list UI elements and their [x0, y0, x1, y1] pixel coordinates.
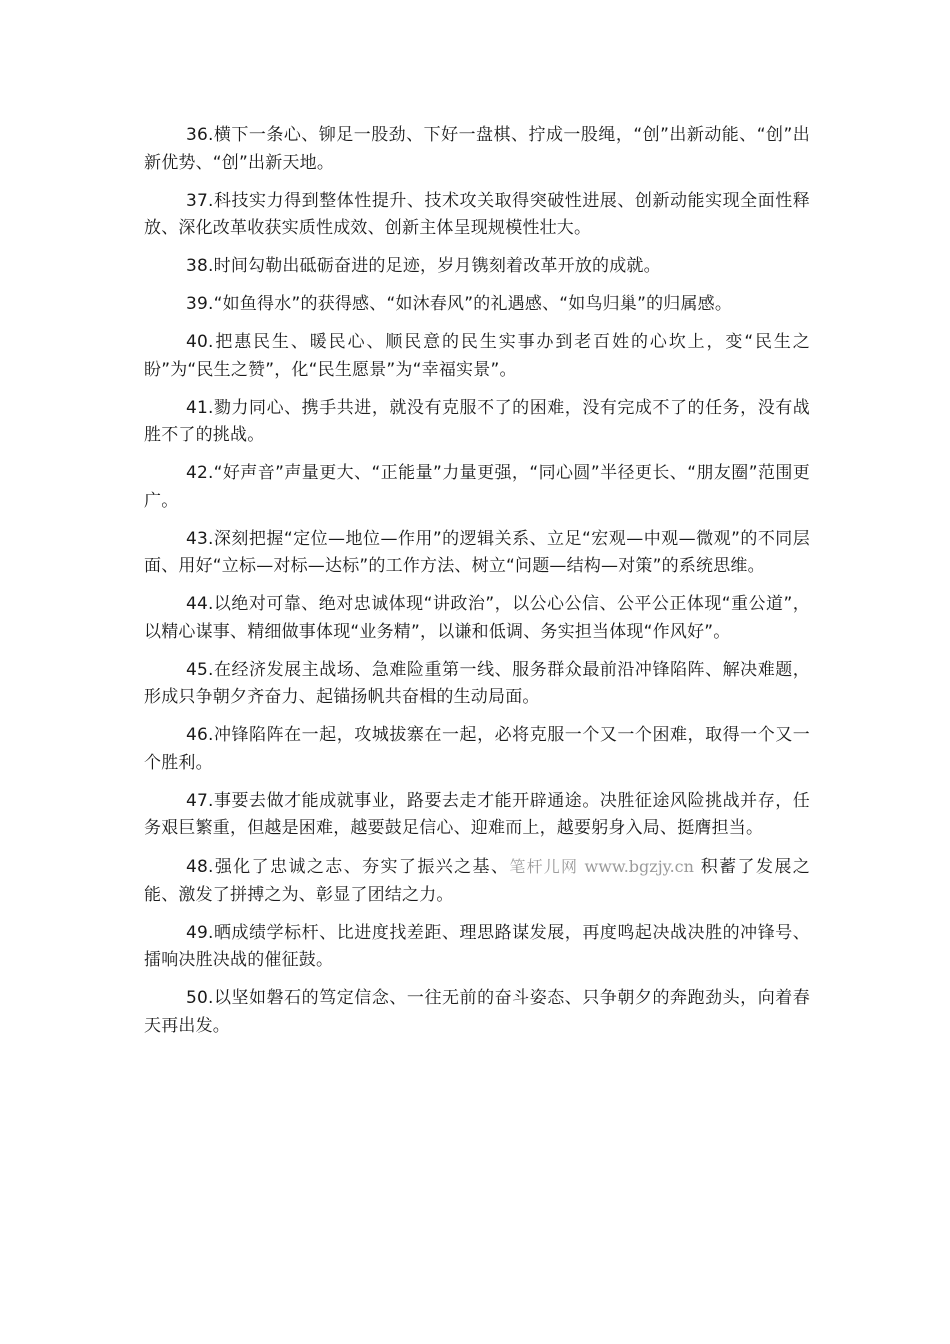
paragraph-41: 41.勠力同心、携手共进，就没有克服不了的困难，没有完成不了的任务，没有战胜不了的挑战。	[144, 397, 810, 445]
paragraph-45: 45.在经济发展主战场、急难险重第一线、服务群众最前沿冲锋陷阵、解决难题，形成只争朝夕齐奋力、起锚扬帆共奋楫的生动局面。	[144, 659, 810, 707]
paragraph-49: 49.晒成绩学标杆、比进度找差距、理思路谋发展，再度鸣起决战决胜的冲锋号、擂响决胜决战的催征鼓。	[144, 922, 810, 970]
paragraph-48-text-start: 48.强化了忠诚之志、夯实了振兴之基、	[186, 857, 510, 877]
paragraph-43: 43.深刻把握“定位—地位—作用”的逻辑关系、立足“宏观—中观—微观”的不同层面、用好“立标—对标—达标”的工作方法、树立“问题—结构—对策”的系统思维。	[144, 528, 810, 576]
paragraph-44: 44.以绝对可靠、绝对忠诚体现“讲政治”，以公心公信、公平公正体现“重公道”，以精心谋事、精细做事体现“业务精”，以谦和低调、务实担当体现“作风好”。	[144, 594, 810, 642]
paragraph-40: 40.把惠民生、暖民心、顺民意的民生实事办到老百姓的心坎上，变“民生之盼”为“民生之赞”，化“民生愿景”为“幸福实景”。	[144, 332, 810, 380]
paragraph-48-text-end: 积蓄了发展之能、激发了拼搏之为、彰显了团结之力。	[144, 857, 810, 905]
paragraph-37: 37.科技实力得到整体性提升、技术攻关取得突破性进展、创新动能实现全面性释放、深化改革收获实质性成效、创新主体呈现规模性壮大。	[144, 190, 810, 238]
watermark-text: 笔杆儿网 www.bgzjy.cn	[509, 857, 694, 876]
paragraph-38: 38.时间勾勒出砥砺奋进的足迹，岁月镌刻着改革开放的成就。	[186, 256, 661, 276]
paragraph-46: 46.冲锋陷阵在一起，攻城拔寨在一起，必将克服一个又一个困难，取得一个又一个胜利。	[144, 725, 810, 773]
paragraph-42: 42.“好声音”声量更大、“正能量”力量更强，“同心圆”半径更长、“朋友圈”范围更广。	[144, 463, 810, 511]
document-body	[144, 122, 810, 1051]
paragraph-50: 50.以坚如磐石的笃定信念、一往无前的奋斗姿态、只争朝夕的奔跑劲头，向着春天再出发。	[144, 988, 810, 1036]
paragraph-48	[144, 853, 810, 909]
paragraph-39: 39.“如鱼得水”的获得感、“如沐春风”的礼遇感、“如鸟归巢”的归属感。	[186, 294, 733, 314]
paragraph-36: 36.横下一条心、铆足一股劲、下好一盘棋、拧成一股绳，“创”出新动能、“创”出新优势、“创”出新天地。	[144, 125, 810, 173]
paragraph-47: 47.事要去做才能成就事业，路要去走才能开辟通途。决胜征途风险挑战并存，任务艰巨繁重，但越是困难，越要鼓足信心、迎难而上，越要躬身入局、挺膺担当。	[144, 790, 810, 838]
